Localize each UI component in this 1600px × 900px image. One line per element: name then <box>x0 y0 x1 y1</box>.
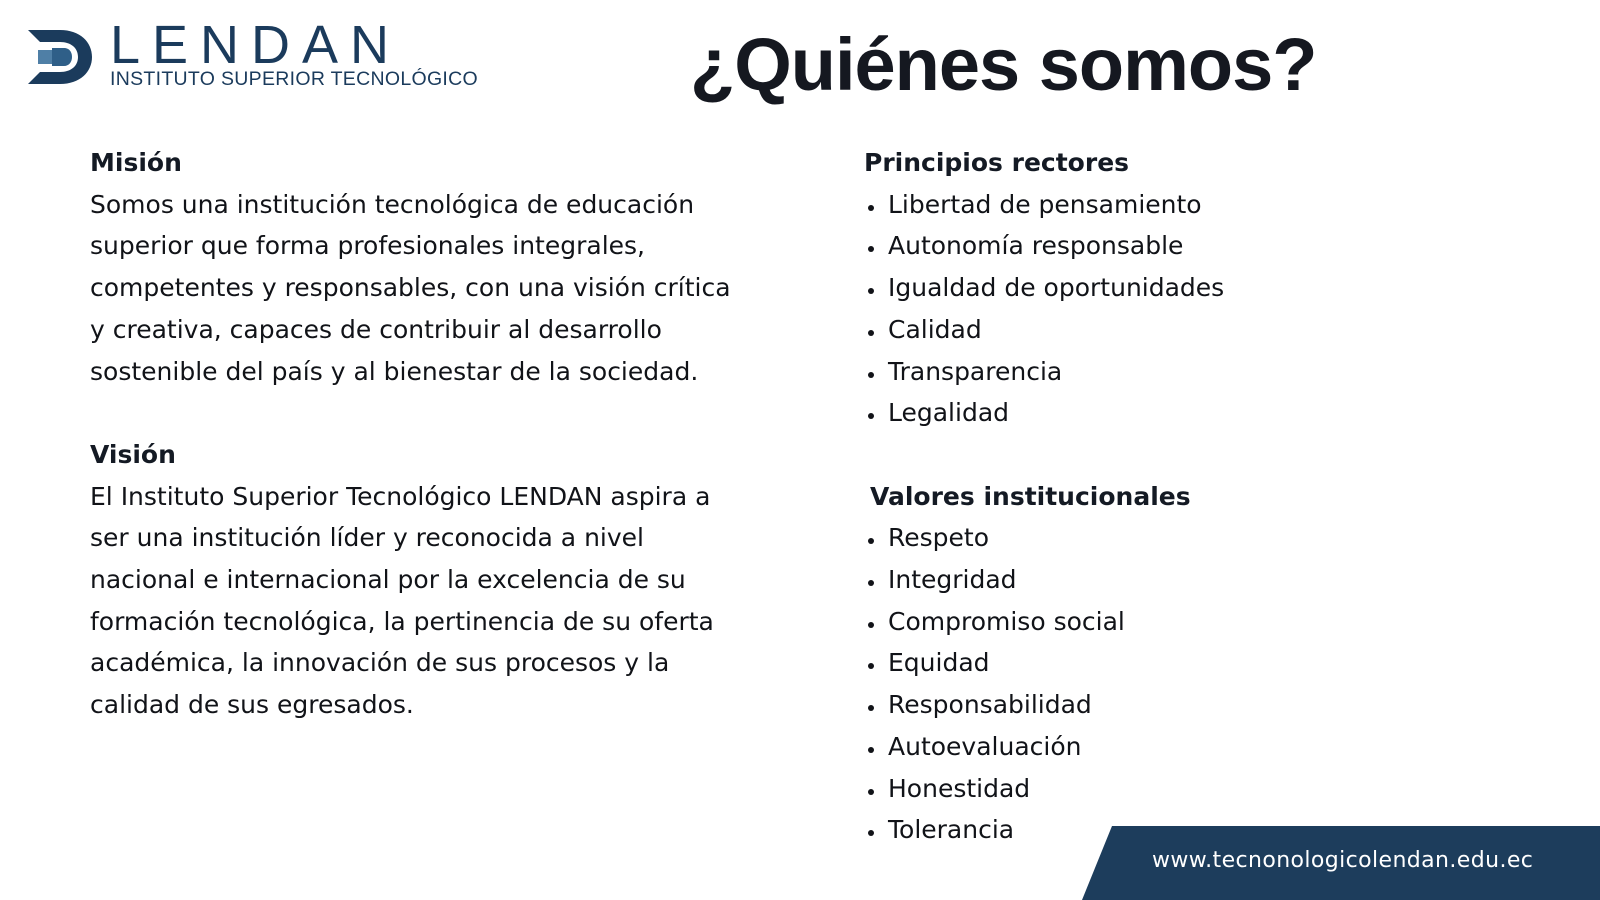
list-item: Transparencia <box>864 351 1324 393</box>
page-title: ¿Quiénes somos? <box>690 23 1317 106</box>
list-item: Tolerancia <box>864 809 1324 851</box>
list-item: Autonomía responsable <box>864 225 1324 267</box>
list-item: Respeto <box>864 517 1324 559</box>
valores-list <box>864 517 1324 851</box>
list-item: Autoevaluación <box>864 726 1324 768</box>
mision-line: superior que forma profesionales integrales, <box>90 231 646 261</box>
logo-wordmark: LENDAN <box>110 15 402 75</box>
list-item: Compromiso social <box>864 601 1324 643</box>
left-column <box>90 142 820 726</box>
list-item: Equidad <box>864 642 1324 684</box>
list-item: Calidad <box>864 309 1324 351</box>
principios-list <box>864 184 1324 434</box>
vision-heading: Visión <box>90 439 176 469</box>
mision-line: sostenible del país y al bienestar de la sociedad. <box>90 356 699 386</box>
mision-heading: Misión <box>90 148 182 177</box>
list-item: Responsabilidad <box>864 684 1324 726</box>
valores-heading: Valores institucionales <box>870 481 1191 511</box>
vision-text <box>90 476 820 726</box>
vision-line: académica, la innovación de sus procesos y la <box>90 648 670 678</box>
principios-heading: Principios rectores <box>864 148 1130 177</box>
vision-line: formación tecnológica, la pertinencia de su oferta <box>90 606 714 636</box>
list-item: Legalidad <box>864 392 1324 434</box>
website-url: www.tecnonologicolendan.edu.ec <box>1152 848 1534 873</box>
mision-line: competentes y responsables, con una visión crítica <box>90 273 731 303</box>
list-item: Libertad de pensamiento <box>864 184 1324 226</box>
mision-line: Somos una institución tecnológica de educación <box>90 189 695 219</box>
list-item: Honestidad <box>864 768 1324 810</box>
list-item: Integridad <box>864 559 1324 601</box>
mision-line: y creativa, capaces de contribuir al desarrollo <box>90 314 662 344</box>
vision-line: ser una institución líder y reconocida a nivel <box>90 523 644 553</box>
vision-line: nacional e internacional por la excelencia de su <box>90 565 686 595</box>
lendan-d-logo-icon <box>26 26 94 88</box>
vision-line: El Instituto Superior Tecnológico LENDAN aspira a <box>90 481 711 511</box>
logo-subtitle: INSTITUTO SUPERIOR TECNOLÓGICO <box>110 68 478 90</box>
vision-line: calidad de sus egresados. <box>90 690 414 720</box>
list-item: Igualdad de oportunidades <box>864 267 1324 309</box>
mision-text <box>90 184 820 393</box>
right-column <box>864 142 1324 851</box>
institute-logo <box>26 15 506 94</box>
